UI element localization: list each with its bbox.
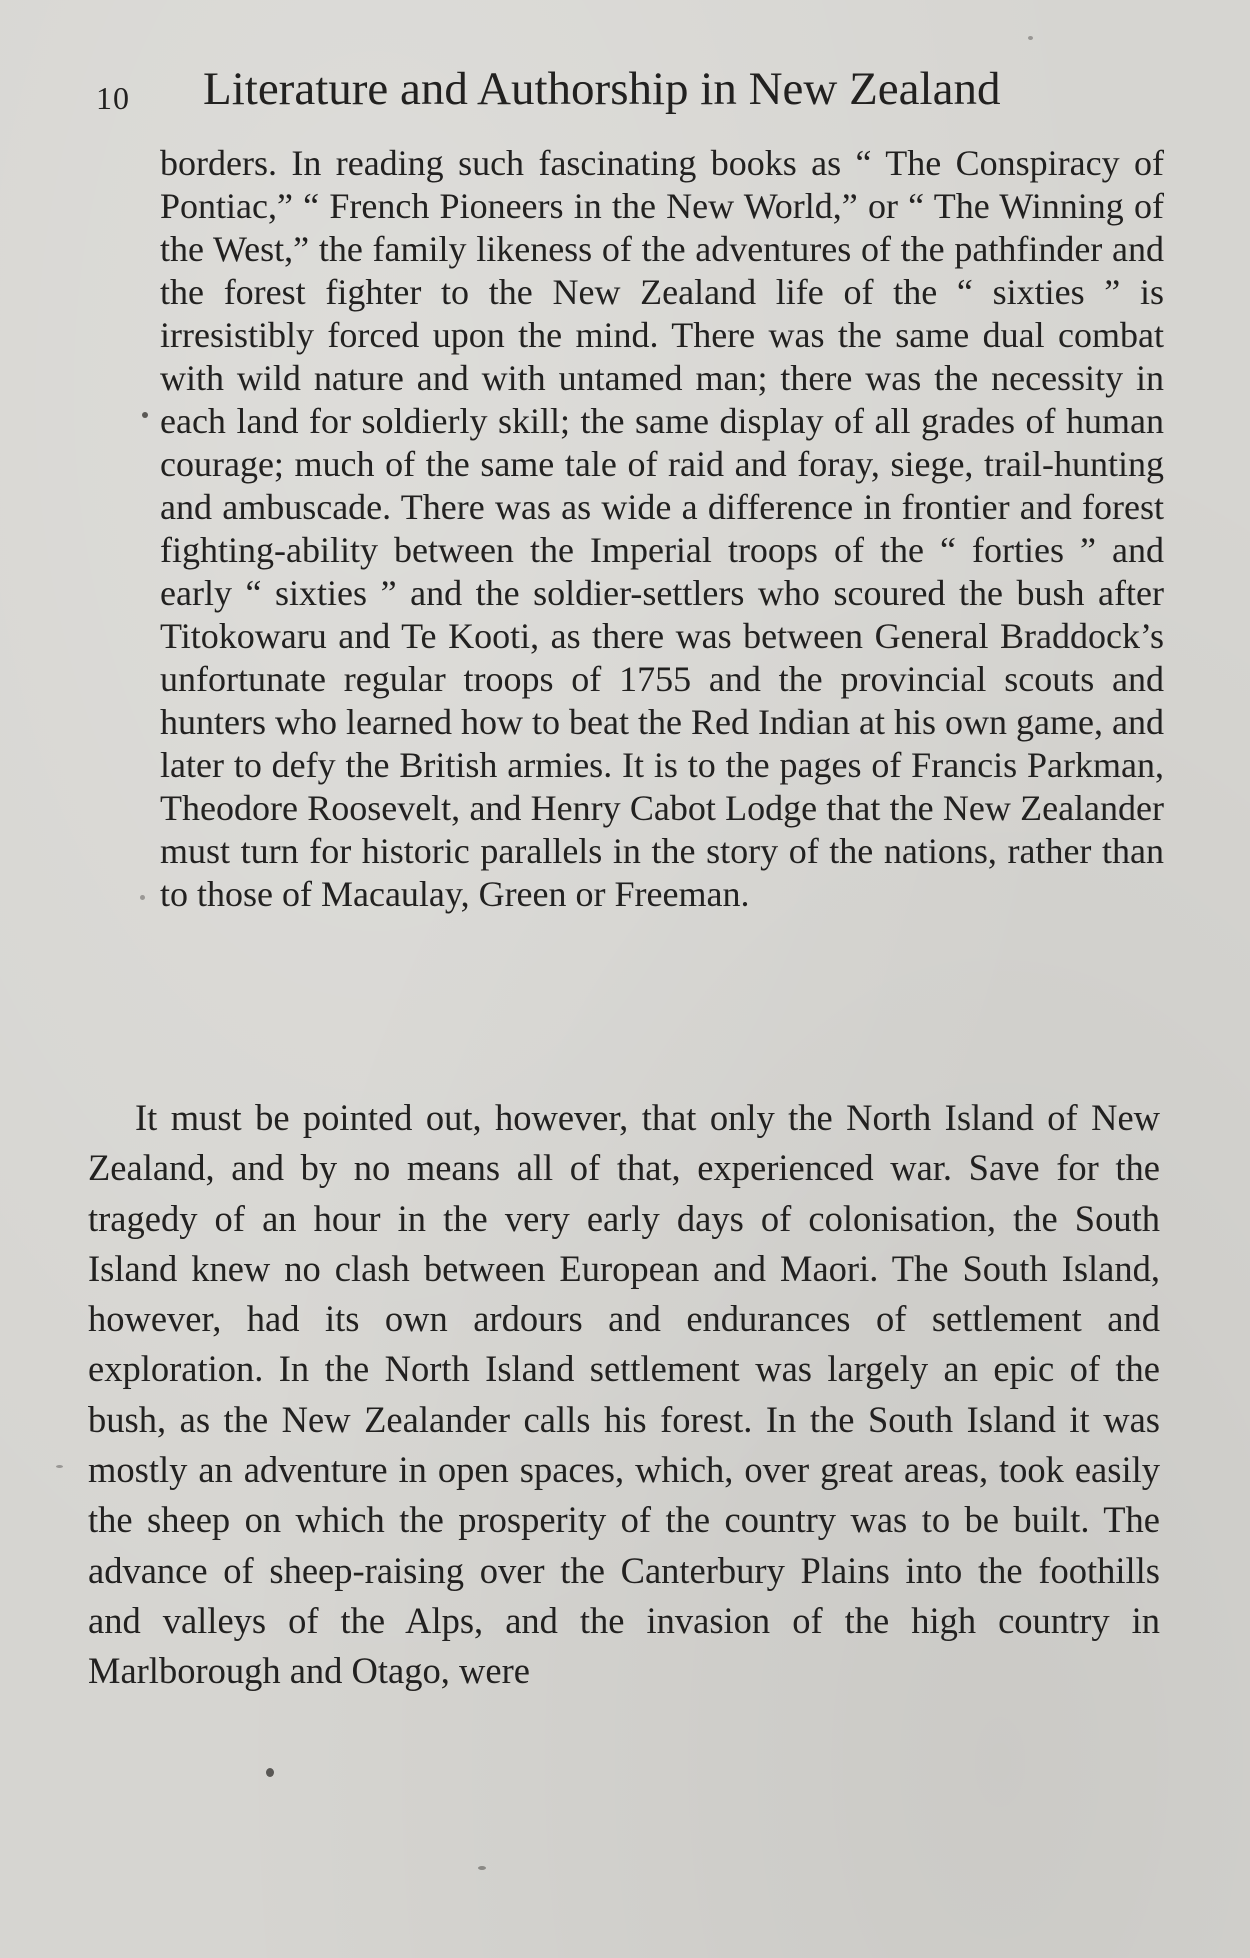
- ink-speck: [140, 895, 145, 900]
- page-number: 10: [96, 80, 130, 116]
- quoted-paragraph: borders. In reading such fascinating books as “ The Conspiracy of Pontiac,” “ French Pioneers in the New World,” or “ The Winning of the West,” the family likeness of the adventures of the pathfinder and the forest fighter to the New Zealand life of the “ sixties ” is irresistibly forced upon the mind. There was the same dual combat with wild nature and with untamed man; there was the necessity in each land for soldierly skill; the same display of all grades of human courage; much of the same tale of raid and foray, siege, trail-hunting and ambuscade. There was as wide a difference in frontier and forest fighting-ability between the Imperial troops of the “ forties ” and early “ sixties ” and the soldier-settlers who scoured the bush after Titokowaru and Te Kooti, as there was between General Braddock’s unfortunate regular troops of 1755 and the provincial scouts and hunters who learned how to beat the Red Indian at his own game, and later to defy the British armies. It is to the pages of Francis Parkman, Theodore Roosevelt, and Henry Cabot Lodge that the New Zealander must turn for historic parallels in the story of the nations, rather than to those of Macaulay, Green or Freeman.: [160, 143, 1164, 914]
- running-title: Literature and Authorship in New Zealand: [203, 63, 1001, 115]
- body-paragraph: It must be pointed out, however, that only the North Island of New Zealand, and by no means all of that, experienced war. Save for the tragedy of an hour in the very early days of colonisation, the South Island knew no clash between European and Maori. The South Island, however, had its own ardours and endurances of settlement and exploration. In the North Island settlement was largely an epic of the bush, as the New Zealander calls his forest. In the South Island it was mostly an adventure in open spaces, which, over great areas, took easily the sheep on which the prosperity of the country was to be built. The advance of sheep-raising over the Canterbury Plains into the foothills and valleys of the Alps, and the invasion of the high country in Marlborough and Otago, were: [88, 1097, 1160, 1692]
- running-head: [96, 62, 1096, 122]
- ink-speck: [478, 1866, 486, 1870]
- ink-speck: [266, 1768, 274, 1777]
- ink-speck: [56, 1465, 63, 1468]
- ink-speck: [142, 412, 148, 418]
- ink-speck: [1028, 36, 1033, 40]
